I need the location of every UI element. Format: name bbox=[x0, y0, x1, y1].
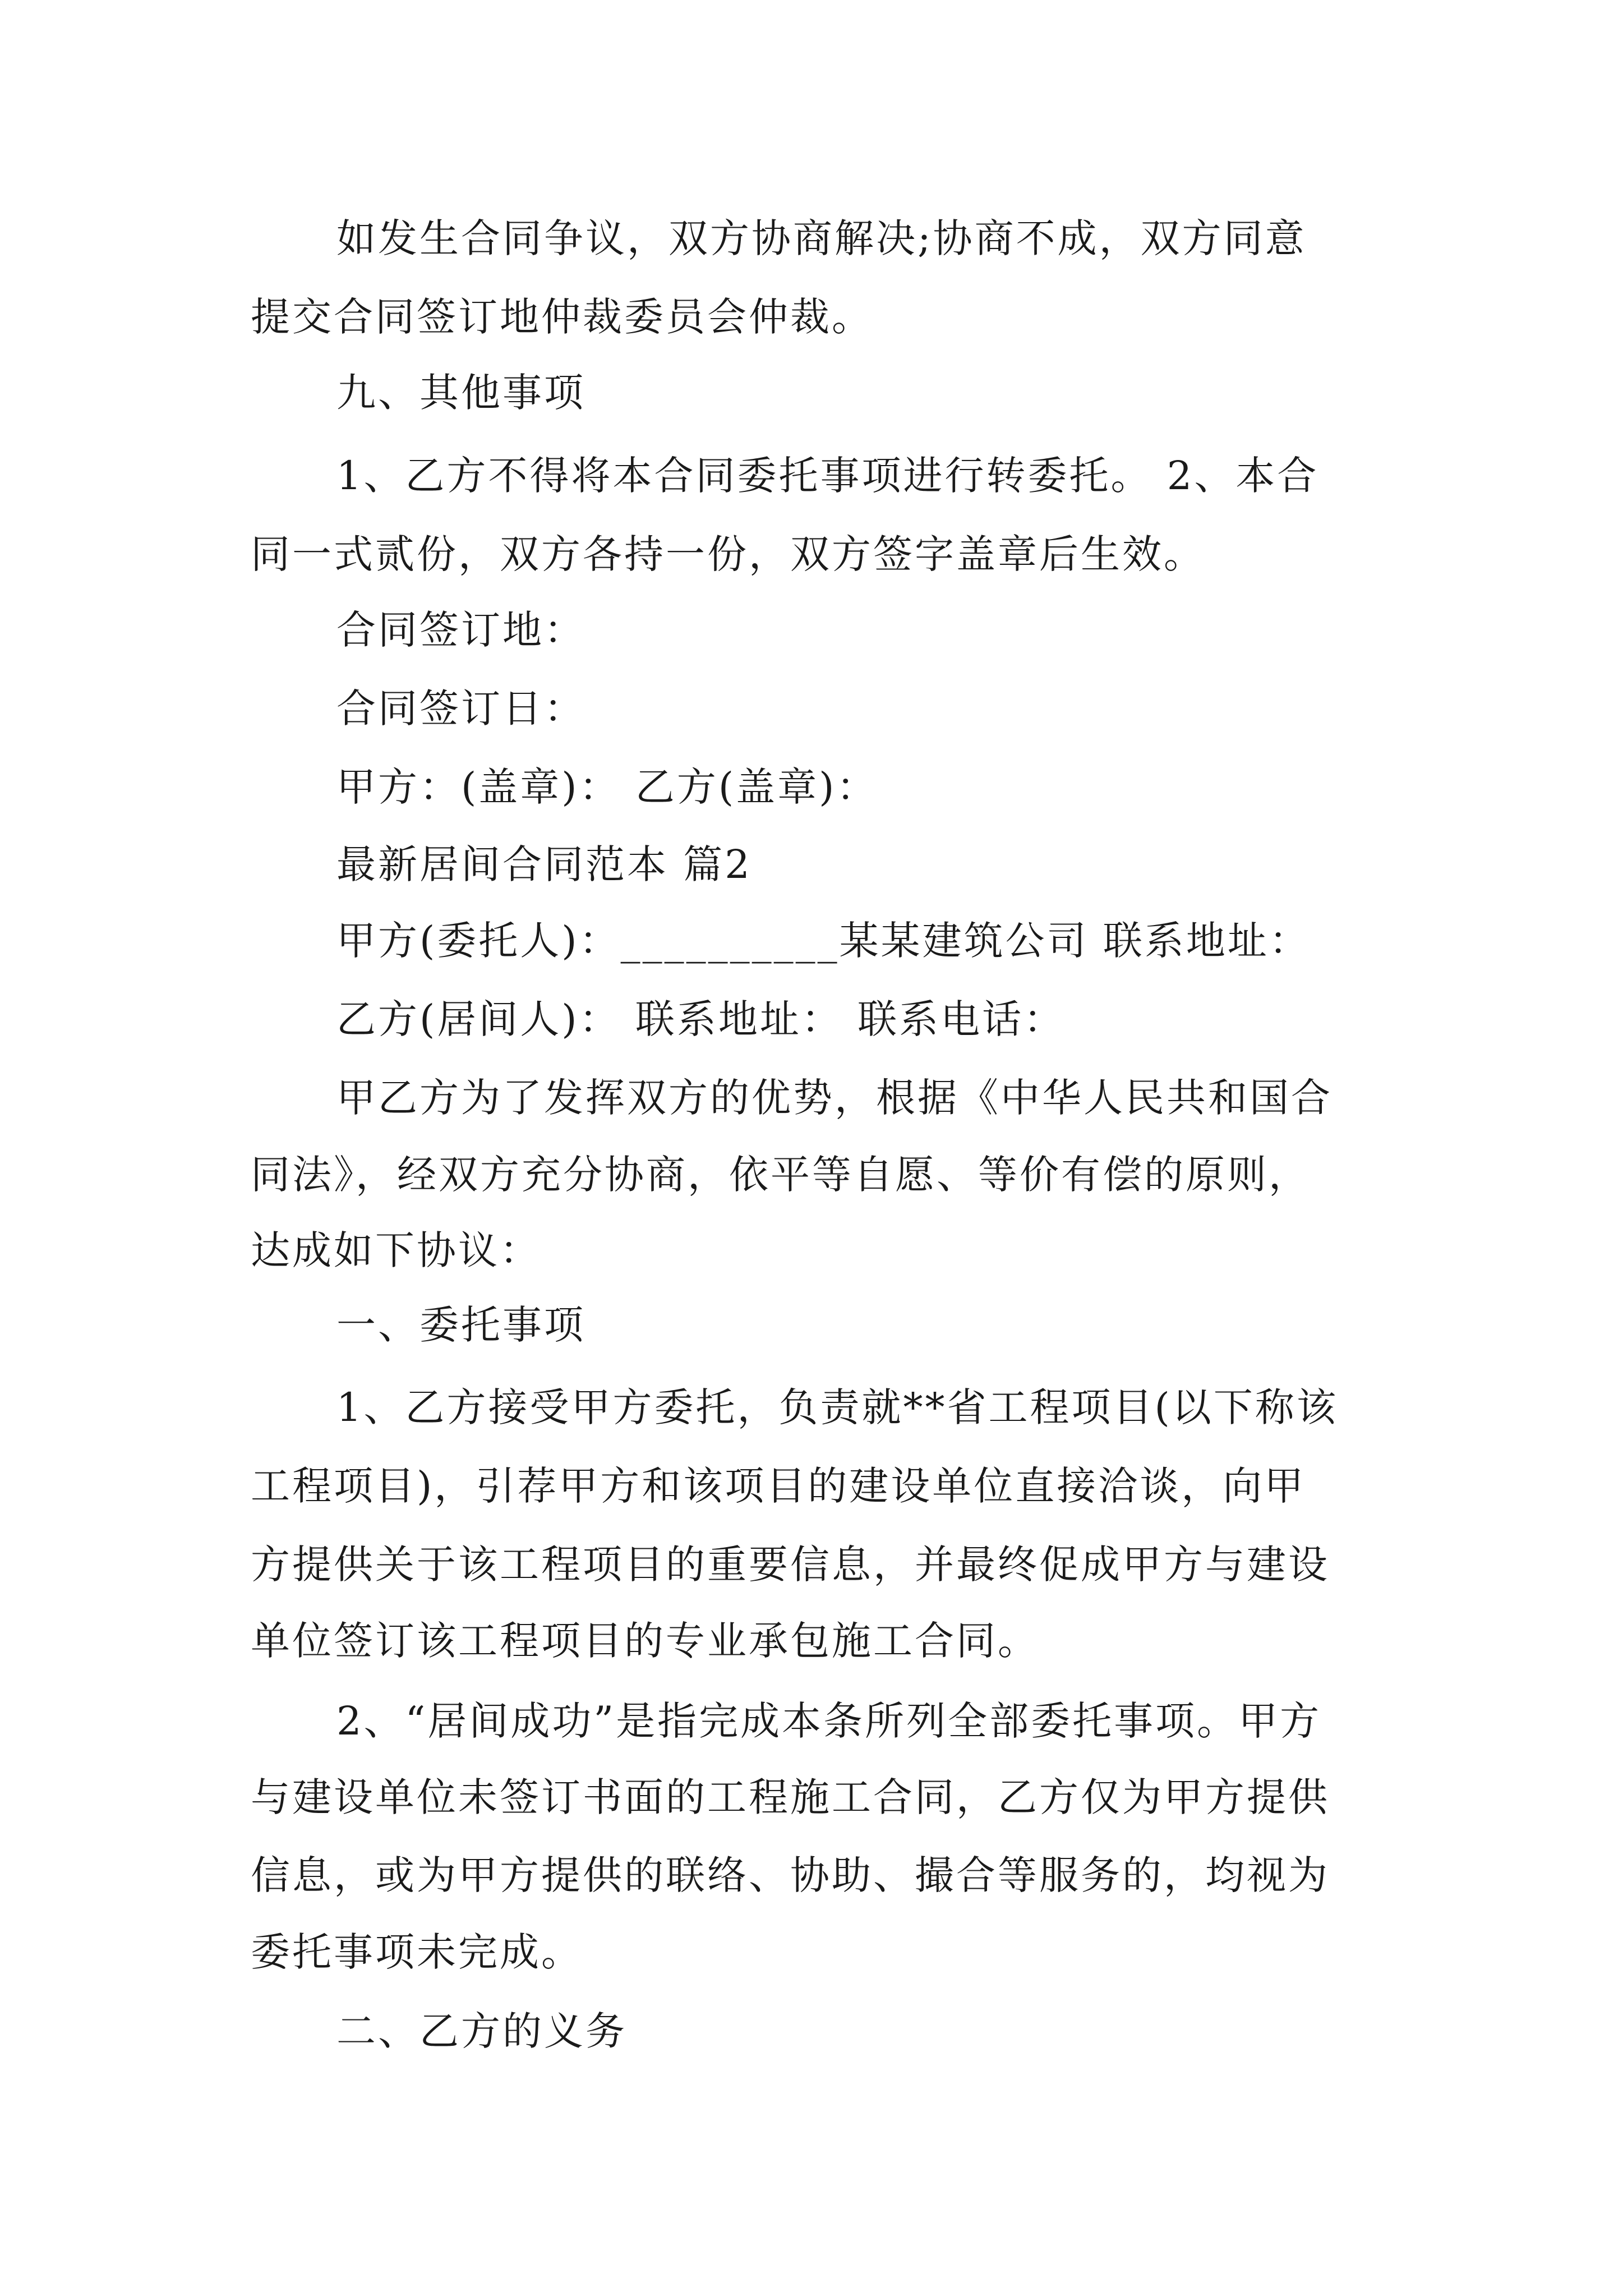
text-line: 同法》，经双方充分协商，依平等自愿、等价有偿的原则， bbox=[251, 1152, 1310, 1198]
text-line: 委托事项未完成。 bbox=[251, 1929, 583, 1975]
text-line: 1、乙方接受甲方委托，负责就**省工程项目(以下称该 bbox=[336, 1384, 1338, 1430]
text-line: 与建设单位未签订书面的工程施工合同，乙方仅为甲方提供 bbox=[251, 1774, 1330, 1820]
text-line: 同一式贰份，双方各持一份，双方签字盖章后生效。 bbox=[251, 531, 1205, 577]
text-line: 单位签订该工程项目的专业承包施工合同。 bbox=[251, 1618, 1039, 1664]
text-line: 如发生合同争议，双方协商解决;协商不成，双方同意 bbox=[336, 215, 1307, 261]
section-heading-nine: 九、其他事项 bbox=[336, 370, 585, 416]
party-a-line: 甲方(委托人)：__________某某建筑公司 联系地址： bbox=[336, 918, 1311, 964]
party-b-line: 乙方(居间人)： 联系地址： 联系电话： bbox=[336, 996, 1066, 1042]
text-line: 甲乙方为了发挥双方的优势，根据《中华人民共和国合 bbox=[336, 1075, 1332, 1121]
document-subtitle: 最新居间合同范本 篇2 bbox=[336, 841, 752, 887]
text-line: 提交合同签订地仲裁委员会仲裁。 bbox=[251, 294, 873, 340]
section-heading-two: 二、乙方的义务 bbox=[336, 2008, 627, 2054]
text-line: 2、“居间成功”是指完成本条所列全部委托事项。甲方 bbox=[336, 1698, 1322, 1744]
text-line: 达成如下协议： bbox=[251, 1227, 541, 1273]
text-line: 工程项目)，引荐甲方和该项目的建设单位直接洽谈，向甲 bbox=[251, 1463, 1306, 1509]
text-line: 1、乙方不得将本合同委托事项进行转委托。 2、本合 bbox=[336, 453, 1319, 499]
signing-date: 合同签订日： bbox=[336, 685, 585, 731]
signing-place: 合同签订地： bbox=[336, 607, 585, 653]
section-heading-one: 一、委托事项 bbox=[336, 1302, 585, 1348]
text-line: 方提供关于该工程项目的重要信息，并最终促成甲方与建设 bbox=[251, 1542, 1330, 1588]
text-line: 信息，或为甲方提供的联络、协助、撮合等服务的，均视为 bbox=[251, 1852, 1330, 1898]
party-seal-line: 甲方：(盖章)： 乙方(盖章)： bbox=[336, 764, 878, 810]
